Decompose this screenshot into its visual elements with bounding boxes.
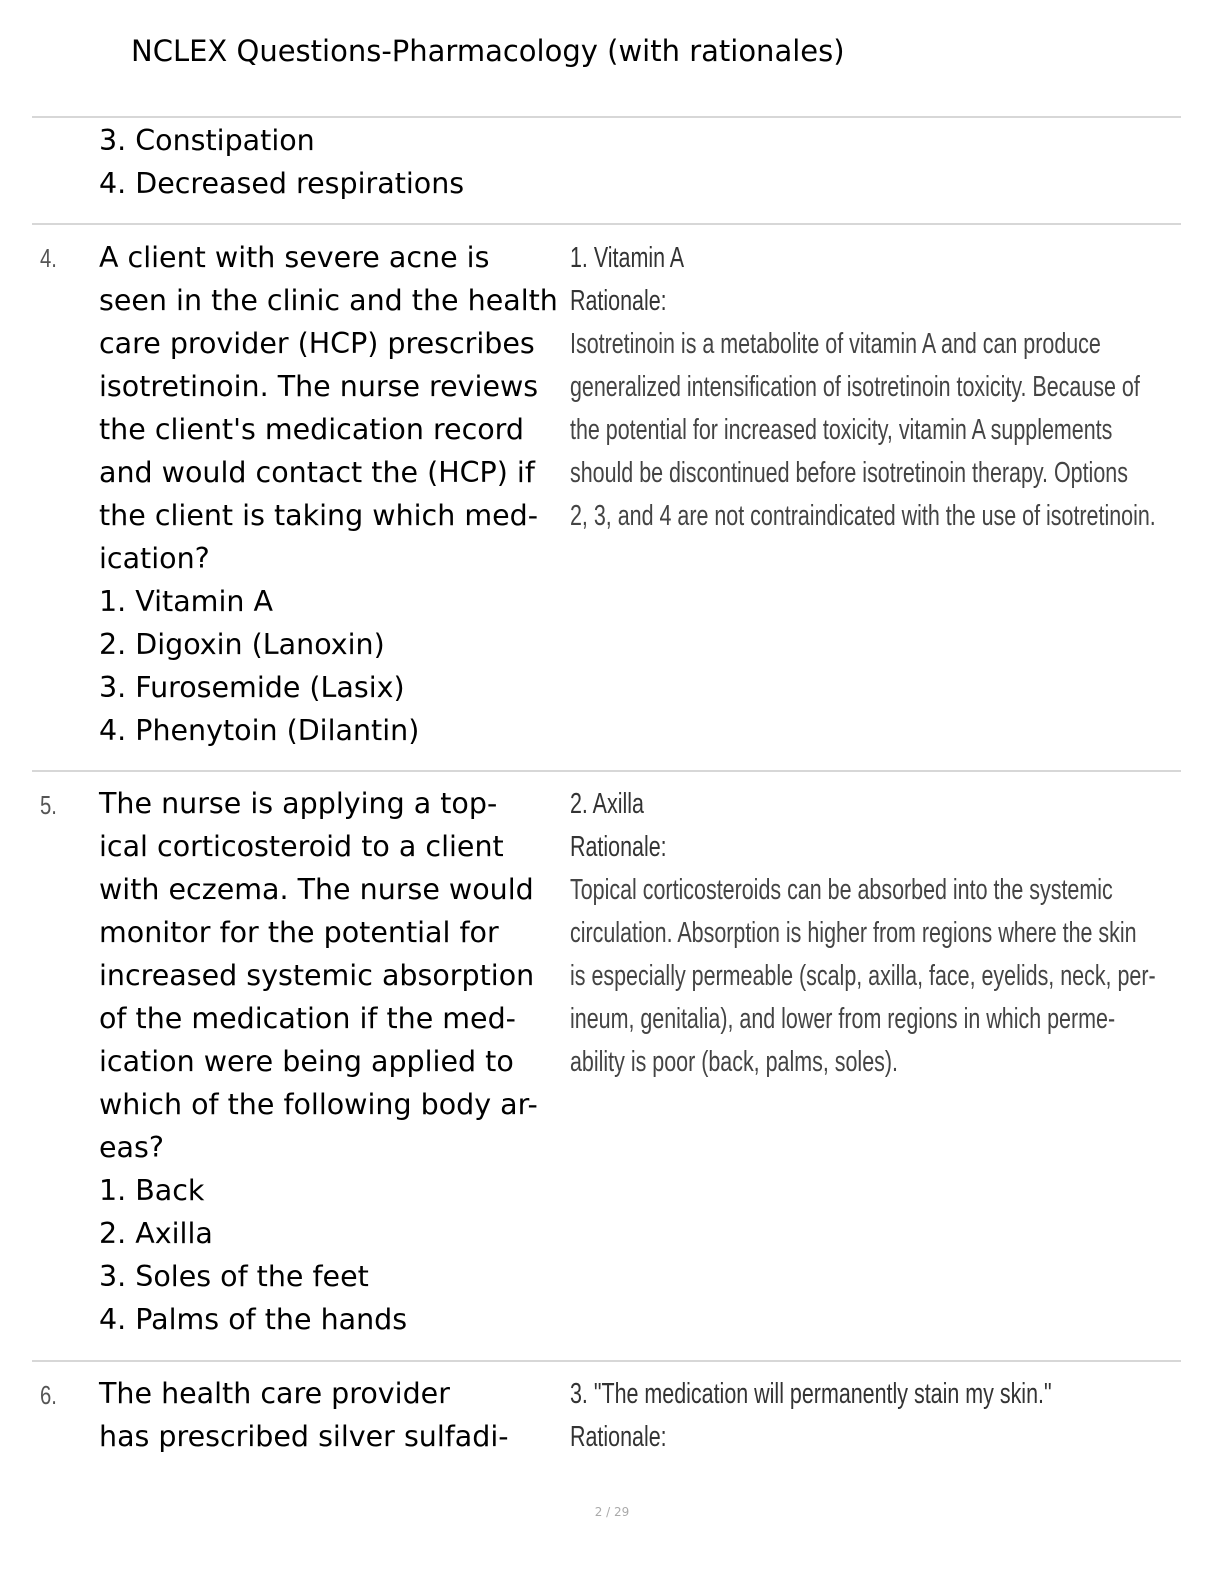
question-stem-line: The health care provider [99,1377,450,1410]
rationale-line: ability is poor (back, palms, soles). [570,1046,898,1078]
divider [32,223,1181,225]
rationale-line: Isotretinoin is a metabolite of vitamin A and can produce [570,328,1101,360]
question-stem-line: ication? [99,542,210,575]
question-number: 4. [40,243,57,273]
answer: 2. Axilla [570,788,644,820]
question-stem-line: with eczema. The nurse would [99,873,534,906]
question-number: 5. [40,790,57,820]
question-stem-line: has prescribed silver sulfadi- [99,1420,509,1453]
divider [32,1360,1181,1362]
option: 4. Decreased respirations [99,167,465,200]
option: 1. Vitamin A [99,585,273,618]
rationale-label: Rationale: [570,831,667,863]
option: 3. Furosemide (Lasix) [99,671,405,704]
option: 3. Soles of the feet [99,1260,369,1293]
option: 1. Back [99,1174,205,1207]
option: 4. Palms of the hands [99,1303,408,1336]
rationale-line: generalized intensification of isotretinoin toxicity. Because of [570,371,1140,403]
option: 3. Constipation [99,124,315,157]
question-stem-line: monitor for the potential for [99,916,499,949]
divider [32,770,1181,772]
answer: 1. Vitamin A [570,242,685,274]
rationale-line: is especially permeable (scalp, axilla, face, eyelids, neck, per- [570,960,1156,992]
document-title: NCLEX Questions-Pharmacology (with rationales) [131,34,845,68]
question-stem-line: The nurse is applying a top- [99,787,498,820]
question-stem-line: A client with severe acne is [99,241,490,274]
question-stem-line: the client is taking which med- [99,499,539,532]
question-stem-line: and would contact the (HCP) if [99,456,535,489]
question-stem-line: ication were being applied to [99,1045,514,1078]
question-stem-line: isotretinoin. The nurse reviews [99,370,539,403]
question-number: 6. [40,1380,57,1410]
rationale-line: circulation. Absorption is higher from regions where the skin [570,917,1137,949]
question-stem-line: increased systemic absorption [99,959,535,992]
option: 2. Axilla [99,1217,213,1250]
rationale-line: should be discontinued before isotretinoin therapy. Options [570,457,1128,489]
rationale-label: Rationale: [570,1421,667,1453]
question-stem-line: which of the following body ar- [99,1088,538,1121]
rationale-line: the potential for increased toxicity, vitamin A supplements [570,414,1113,446]
rationale-label: Rationale: [570,285,667,317]
option: 2. Digoxin (Lanoxin) [99,628,385,661]
question-stem-line: seen in the clinic and the health [99,284,558,317]
rationale-line: ineum, genitalia), and lower from regions in which perme- [570,1003,1116,1035]
question-stem-line: the client's medication record [99,413,524,446]
rationale-line: Topical corticosteroids can be absorbed into the systemic [570,874,1113,906]
option: 4. Phenytoin (Dilantin) [99,714,420,747]
divider [32,116,1181,118]
answer: 3. "The medication will permanently stain my skin." [570,1378,1052,1410]
rationale-line: 2, 3, and 4 are not contraindicated with the use of isotretinoin. [570,500,1156,532]
question-stem-line: ical corticosteroid to a client [99,830,504,863]
question-stem-line: care provider (HCP) prescribes [99,327,535,360]
question-stem-line: eas? [99,1131,164,1164]
page-number: 2 / 29 [594,1505,630,1519]
question-stem-line: of the medication if the med- [99,1002,516,1035]
